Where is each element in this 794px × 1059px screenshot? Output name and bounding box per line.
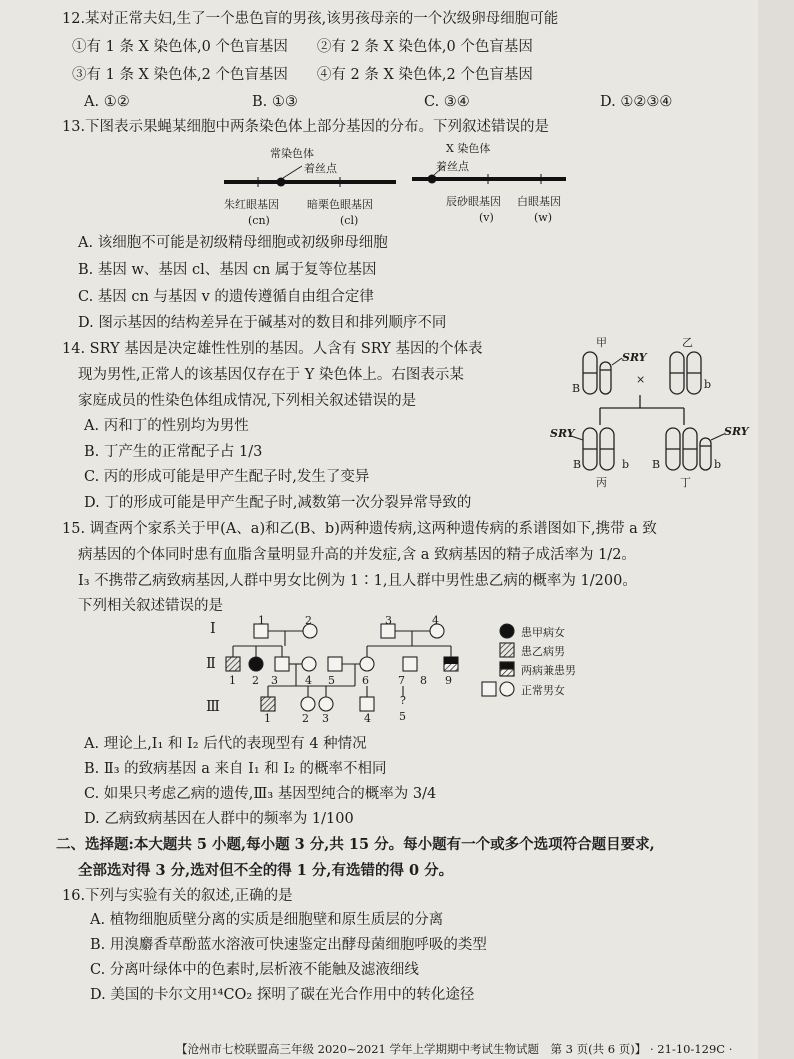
- fig13-gene-cl: 暗栗色眼基因: [307, 198, 373, 211]
- legend-both-diseases-male: 两病兼患男: [521, 664, 576, 677]
- svg-text:1: 1: [258, 614, 265, 627]
- q15-line4: 下列相关叙述错误的是: [78, 598, 223, 614]
- q16-option-d: D. 美国的卡尔文用¹⁴CO₂ 探明了碳在光合作用中的转化途径: [90, 987, 475, 1003]
- svg-text:4: 4: [364, 712, 371, 725]
- q14-option-d: D. 丁的形成可能是甲产生配子时,减数第一次分裂异常导致的: [84, 495, 472, 511]
- fig13-gene-cl-sym: (cl): [340, 214, 359, 227]
- fig13-centromere-left: 着丝点: [304, 162, 337, 175]
- legend-affected-male-b: 患乙病男: [521, 645, 565, 658]
- svg-text:2: 2: [305, 614, 312, 627]
- q14-option-b: B. 丁产生的正常配子占 1/3: [84, 444, 263, 460]
- legend-normal: 正常男女: [521, 684, 565, 697]
- svg-text:1: 1: [229, 674, 236, 687]
- svg-text:4: 4: [305, 674, 312, 687]
- fig13-gene-cn-sym: (cn): [248, 214, 270, 227]
- svg-text:8: 8: [420, 674, 427, 687]
- q12-option-a: A. ①②: [84, 94, 130, 110]
- pedigree-gen-II: Ⅱ: [206, 656, 216, 672]
- fig13-gene-w: 白眼基因: [517, 195, 561, 208]
- q16-option-c: C. 分离叶绿体中的色素时,层析液不能触及滤液细线: [90, 962, 419, 978]
- fig14-bing-b: b: [622, 458, 630, 471]
- q15-option-b: B. Ⅱ₃ 的致病基因 a 来自 Ⅰ₁ 和 Ⅰ₂ 的概率不相同: [84, 761, 387, 777]
- svg-text:6: 6: [362, 674, 369, 687]
- svg-text:3: 3: [385, 614, 392, 627]
- q12-row1: ①有 1 条 X 染色体,0 个色盲基因 ②有 2 条 X 染色体,0 个色盲基因: [72, 39, 533, 55]
- q14-line3: 家庭成员的性染色体组成情况,下列相关叙述错误的是: [78, 393, 417, 409]
- legend-affected-female-a: 患甲病女: [521, 626, 565, 639]
- section2-header-line1: 二、选择题:本大题共 5 小题,每小题 3 分,共 15 分。每小题有一个或多个选项符合题目要求,: [56, 836, 655, 853]
- pedigree-gen-I: Ⅰ: [210, 621, 216, 637]
- fig13-gene-v-sym: (v): [479, 211, 494, 224]
- q13-option-b: B. 基因 w、基因 cl、基因 cn 属于复等位基因: [78, 262, 377, 278]
- q15-line1: 15. 调查两个家系关于甲(A、a)和乙(B、b)两种遗传病,这两种遗传病的系谱图如下,携带 a 致: [62, 521, 657, 537]
- pedigree-gen-III: Ⅲ: [206, 699, 220, 715]
- page-footer-code: · 21-10-129C ·: [650, 1042, 733, 1056]
- fig13-gene-v: 辰砂眼基因: [446, 195, 501, 208]
- svg-text:3: 3: [271, 674, 278, 687]
- fig13-gene-cn: 朱红眼基因: [224, 198, 279, 211]
- fig14-cross: ×: [636, 373, 646, 386]
- fig13-gene-w-sym: (w): [534, 211, 552, 224]
- q15-option-c: C. 如果只考虑乙病的遗传,Ⅲ₃ 基因型纯合的概率为 3/4: [84, 786, 437, 802]
- fig14-ding-B: B: [652, 458, 661, 471]
- q13-option-d: D. 图示基因的结构差异在于碱基对的数目和排列顺序不同: [78, 315, 447, 331]
- fig14-bing-B: B: [573, 458, 582, 471]
- fig14-label-ding: 丁: [680, 476, 691, 489]
- svg-text:5: 5: [328, 674, 335, 687]
- q16-option-a: A. 植物细胞质壁分离的实质是细胞壁和原生质层的分离: [90, 912, 444, 928]
- q13-option-a: A. 该细胞不可能是初级精母细胞或初级卵母细胞: [78, 235, 388, 251]
- q14-option-a: A. 丙和丁的性别均为男性: [84, 418, 249, 434]
- svg-text:9: 9: [445, 674, 452, 687]
- q13-option-c: C. 基因 cn 与基因 v 的遗传遵循自由组合定律: [78, 289, 374, 305]
- q15-line2: 病基因的个体同时患有血脂含量明显升高的并发症,含 a 致病基因的精子成活率为 1/2。: [78, 547, 636, 563]
- q16-option-b: B. 用溴麝香草酚蓝水溶液可快速鉴定出酵母菌细胞呼吸的类型: [90, 937, 487, 953]
- fig14-ding-b: b: [714, 458, 722, 471]
- q12-row2: ③有 1 条 X 染色体,2 个色盲基因 ④有 2 条 X 染色体,2 个色盲基因: [72, 67, 533, 83]
- q14-line2: 现为男性,正常人的该基因仅存在于 Y 染色体上。右图表示某: [78, 367, 464, 383]
- fig13-left-title: 常染色体: [270, 147, 314, 160]
- svg-text:7: 7: [398, 674, 405, 687]
- q14-option-c: C. 丙的形成可能是甲产生配子时,发生了变异: [84, 469, 370, 485]
- q12-option-b: B. ①③: [252, 94, 298, 110]
- fig14-label-bing: 丙: [596, 476, 607, 489]
- fig14-sry-bing: SRY: [550, 427, 575, 440]
- q16-stem: 16.下列与实验有关的叙述,正确的是: [62, 888, 293, 904]
- q15-line3: Ⅰ₃ 不携带乙病致病基因,人群中男女比例为 1∶1,且人群中男性患乙病的概率为 1/200。: [78, 573, 637, 589]
- svg-text:2: 2: [302, 712, 309, 725]
- fig14-jia-B: B: [572, 382, 581, 395]
- q12-option-c: C. ③④: [424, 94, 470, 110]
- q12-option-d: D. ①②③④: [600, 94, 673, 110]
- fig13-centromere-right: 着丝点: [436, 160, 469, 173]
- fig14-label-yi: 乙: [682, 336, 693, 349]
- fig14-sry-jia: SRY: [622, 351, 647, 364]
- svg-text:4: 4: [432, 614, 439, 627]
- section2-header-line2: 全部选对得 3 分,选对但不全的得 1 分,有选错的得 0 分。: [78, 862, 454, 879]
- pedigree-unknown-mark: ?: [400, 694, 406, 707]
- fig14-yi-b: b: [704, 378, 712, 391]
- fig14-sry-ding: SRY: [724, 425, 749, 438]
- svg-text:5: 5: [399, 710, 406, 723]
- svg-text:1: 1: [264, 712, 271, 725]
- q12-stem: 12.某对正常夫妇,生了一个患色盲的男孩,该男孩母亲的一个次级卵母细胞可能: [62, 11, 559, 27]
- fig13-right-title: X 染色体: [446, 142, 491, 155]
- svg-text:2: 2: [252, 674, 259, 687]
- q15-option-d: D. 乙病致病基因在人群中的频率为 1/100: [84, 811, 354, 827]
- page-footer: 【沧州市七校联盟高三年级 2020~2021 学年上学期期中考试生物试题 第 3 页(共 6 页)】: [176, 1042, 647, 1056]
- q14-line1: 14. SRY 基因是决定雄性性别的基因。人含有 SRY 基因的个体表: [62, 341, 483, 357]
- q13-stem: 13.下图表示果蝇某细胞中两条染色体上部分基因的分布。下列叙述错误的是: [62, 119, 550, 135]
- svg-text:3: 3: [322, 712, 329, 725]
- fig14-label-jia: 甲: [596, 336, 607, 349]
- q15-option-a: A. 理论上,Ⅰ₁ 和 Ⅰ₂ 后代的表现型有 4 种情况: [84, 736, 367, 752]
